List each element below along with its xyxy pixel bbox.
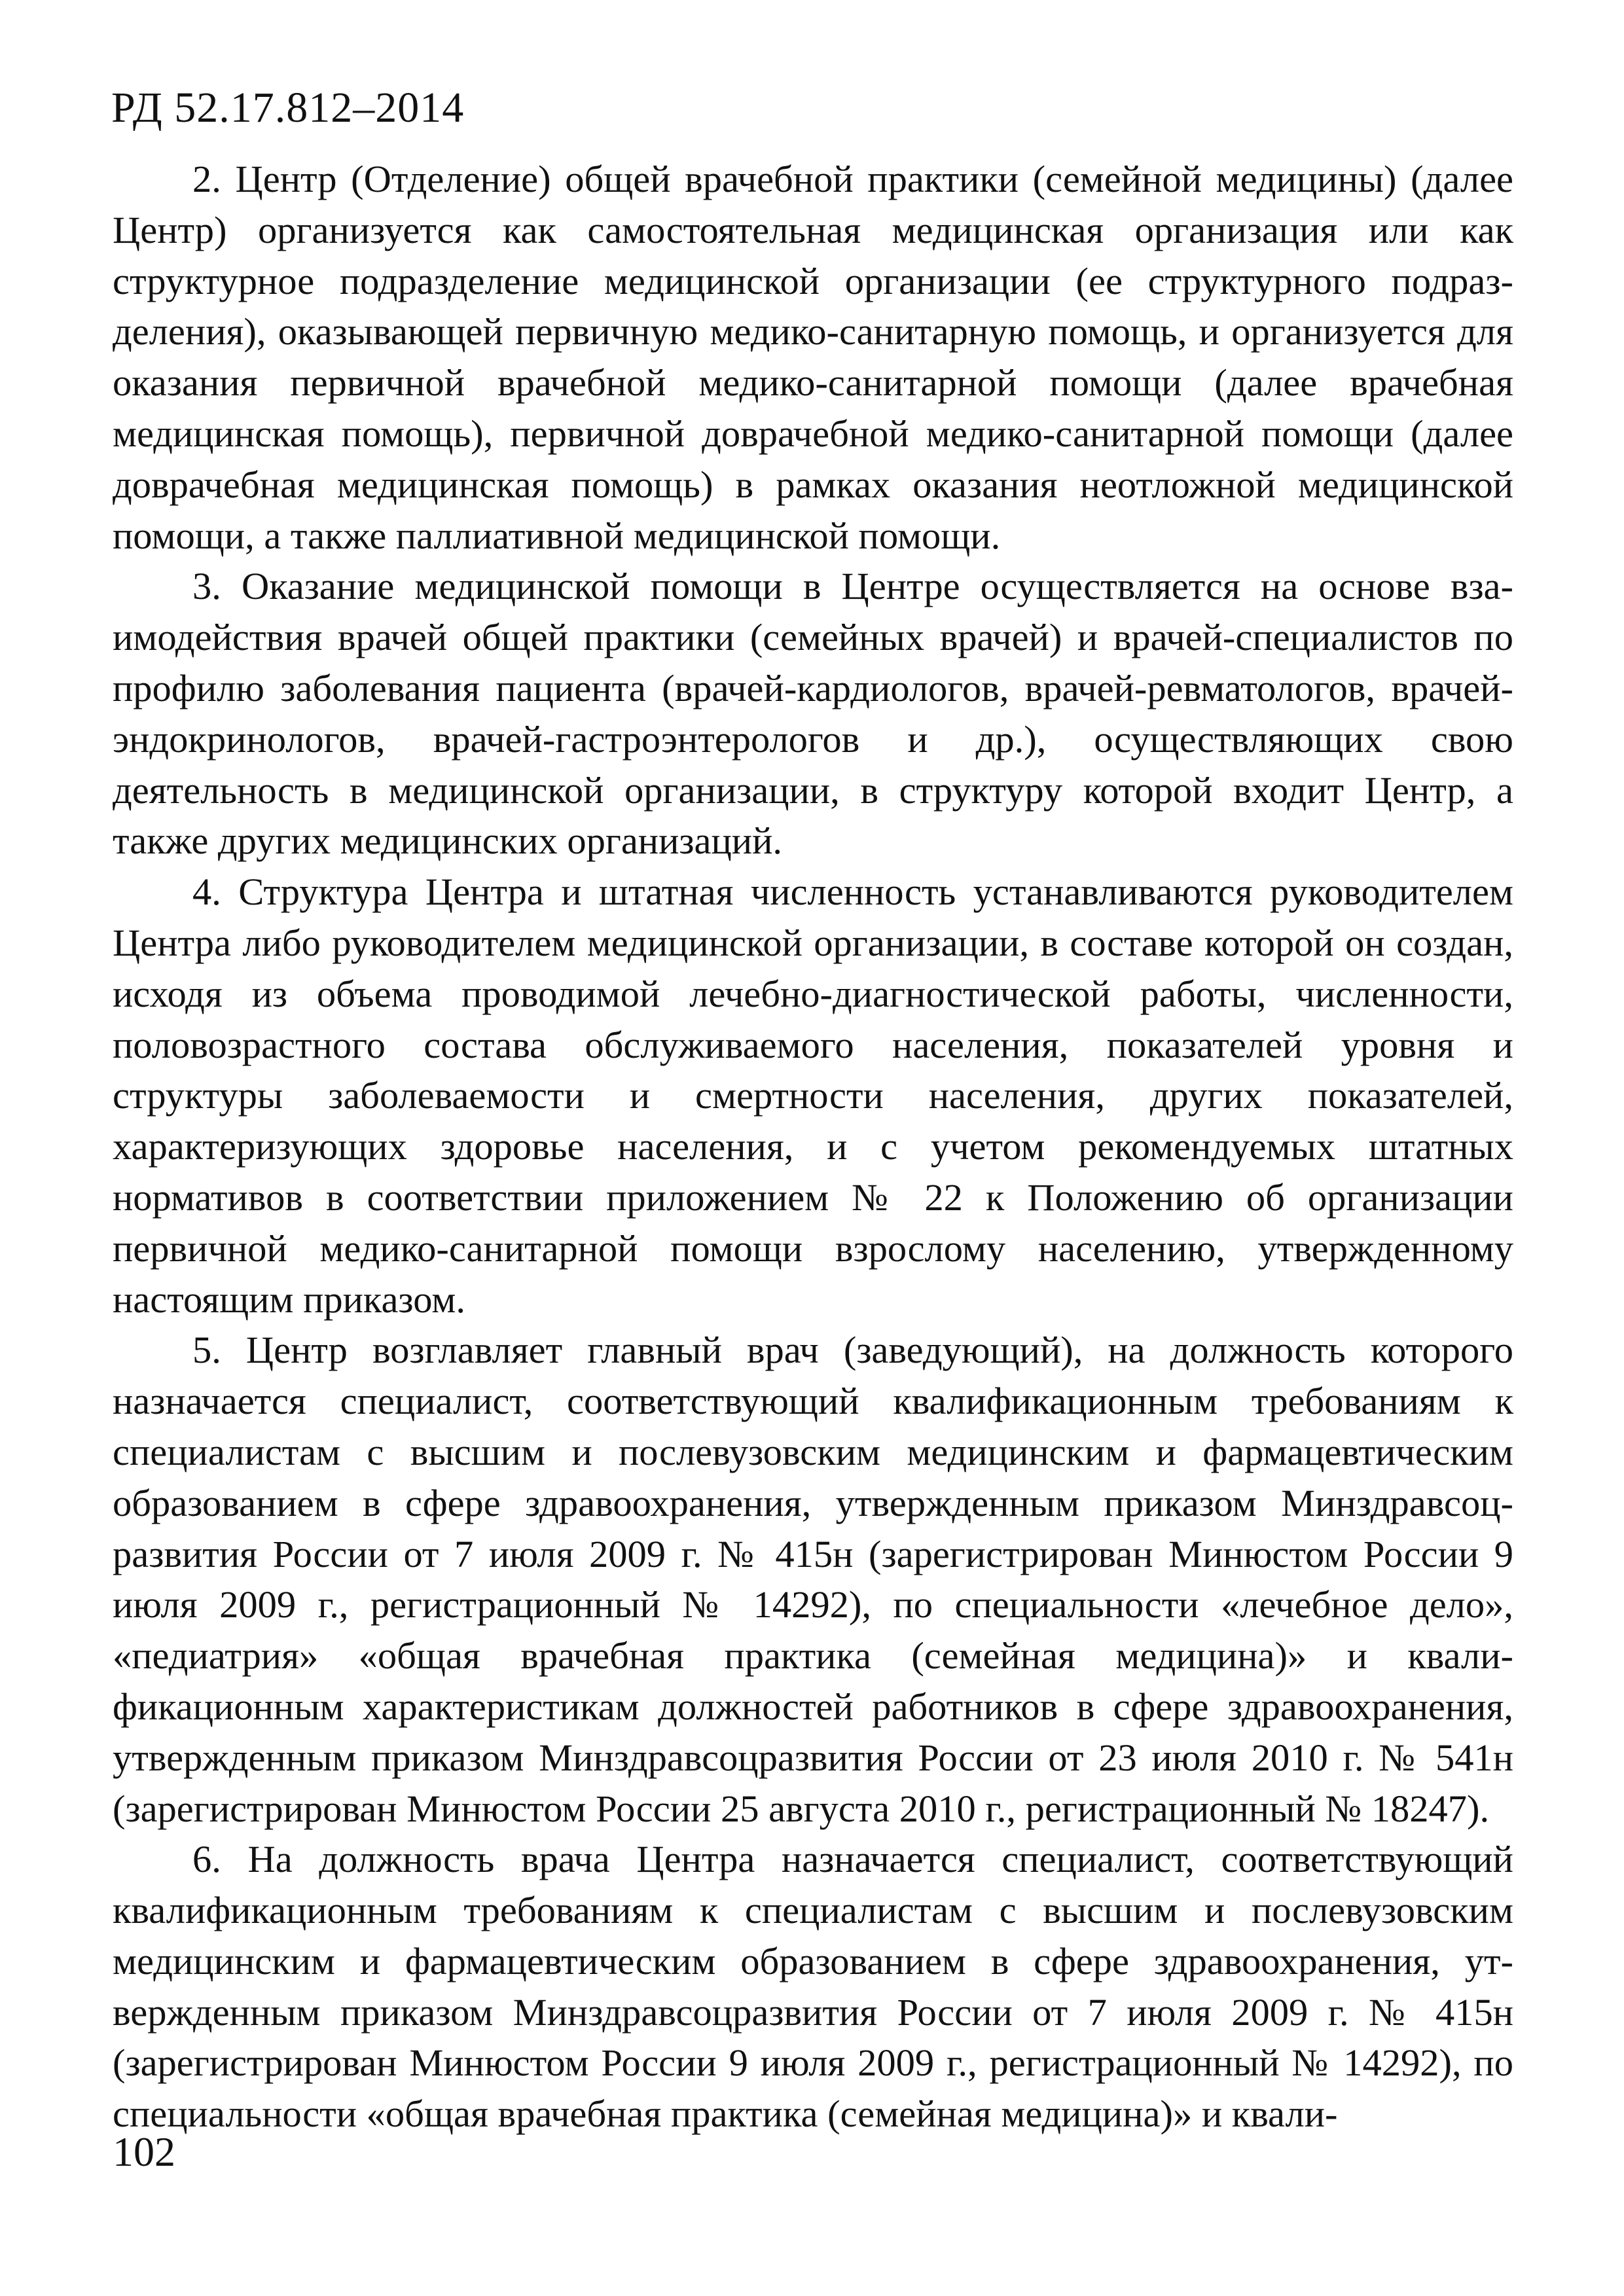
paragraph-5: 5. Центр возглавляет главный врач (заведующий), на должность которого назначается специалист, соответствующий квалификационным требованиям к специалистам с высшим и послевузовским медицинским и фармацевтическим образованием в сфере здравоохранения, утвержденным приказом Минздравсоцразвития России от 7 июля 2009 г. № 415н (зарегистрирован Минюстом России 9 июля 2009 г., регистрационный № 14292), по специальности «лечебное дело», «педиатрия» «общая врачебная практика (семейная медицина)» и квалификационным характеристикам должностей работников в сфере здравоохранения, утвержденным приказом Минздравсоцразвития России от 23 июля 2010 г. № 541н (зарегистрирован Минюстом России 25 августа 2010 г., регистрационный № 18247). [113,1329,1513,1830]
paragraph-3: 3. Оказание медицинской помощи в Центре осуществляется на основе взаимодействия врачей общей практики (семейных врачей) и врачей-специалистов по профилю заболевания пациента (врачей-кардиологов, врачей-ревматологов, врачей-эндокринологов, врачей-гастроэнтерологов и др.), осуществляющих свою деятельность в медицинской организации, в структуру которой входит Центр, а также других медицинских организаций. [113,565,1513,863]
paragraph-4: 4. Структура Центра и штатная численность устанавливаются руководителем Центра либо руководителем медицинской организации, в составе которой он создан, исходя из объема проводимой лечебно-диагностической работы, численности, половозрастного состава обслуживаемого населения, показателей уровня и структуры заболеваемости и смертности населения, других показателей, характеризующих здоровье населения, и с учетом рекомендуемых штатных нормативов в соответствии приложением № 22 к Положению об организации первичной медико-санитарной помощи взрослому населению, утвержденному настоящим приказом. [113,870,1513,1321]
paragraph-2: 2. Центр (Отделение) общей врачебной практики (семейной медицины) (далее Центр) организуется как самостоятельная медицинская организация или как структурное подразделение медицинской организации (ее структурного подразделения), оказывающей первичную медико-санитарную помощь, и организуется для оказания первичной врачебной медико-санитарной помощи (далее врачебная медицинская помощь), первичной доврачебной медико-санитарной помощи (далее доврачебная медицинская помощь) в рамках оказания неотложной медицинской помощи, а также паллиативной медицинской помощи. [113,158,1513,557]
page-number: 102 [113,2128,175,2175]
document-body [113,154,1513,2140]
document-header: РД 52.17.812–2014 [111,84,465,132]
paragraph-6: 6. На должность врача Центра назначается специалист, соответствующий квалификационным требованиям к специалистам с высшим и послевузовским медицинским и фармацевтическим образованием в сфере здравоохранения, утвержденным приказом Минздравсоцразвития России от 7 июля 2009 г. № 415н (зарегистрирован Минюстом России 9 июля 2009 г., регистрационный № 14292), по специальности «общая врачебная практика (семейная медицина)» и квали- [113,1838,1513,2136]
